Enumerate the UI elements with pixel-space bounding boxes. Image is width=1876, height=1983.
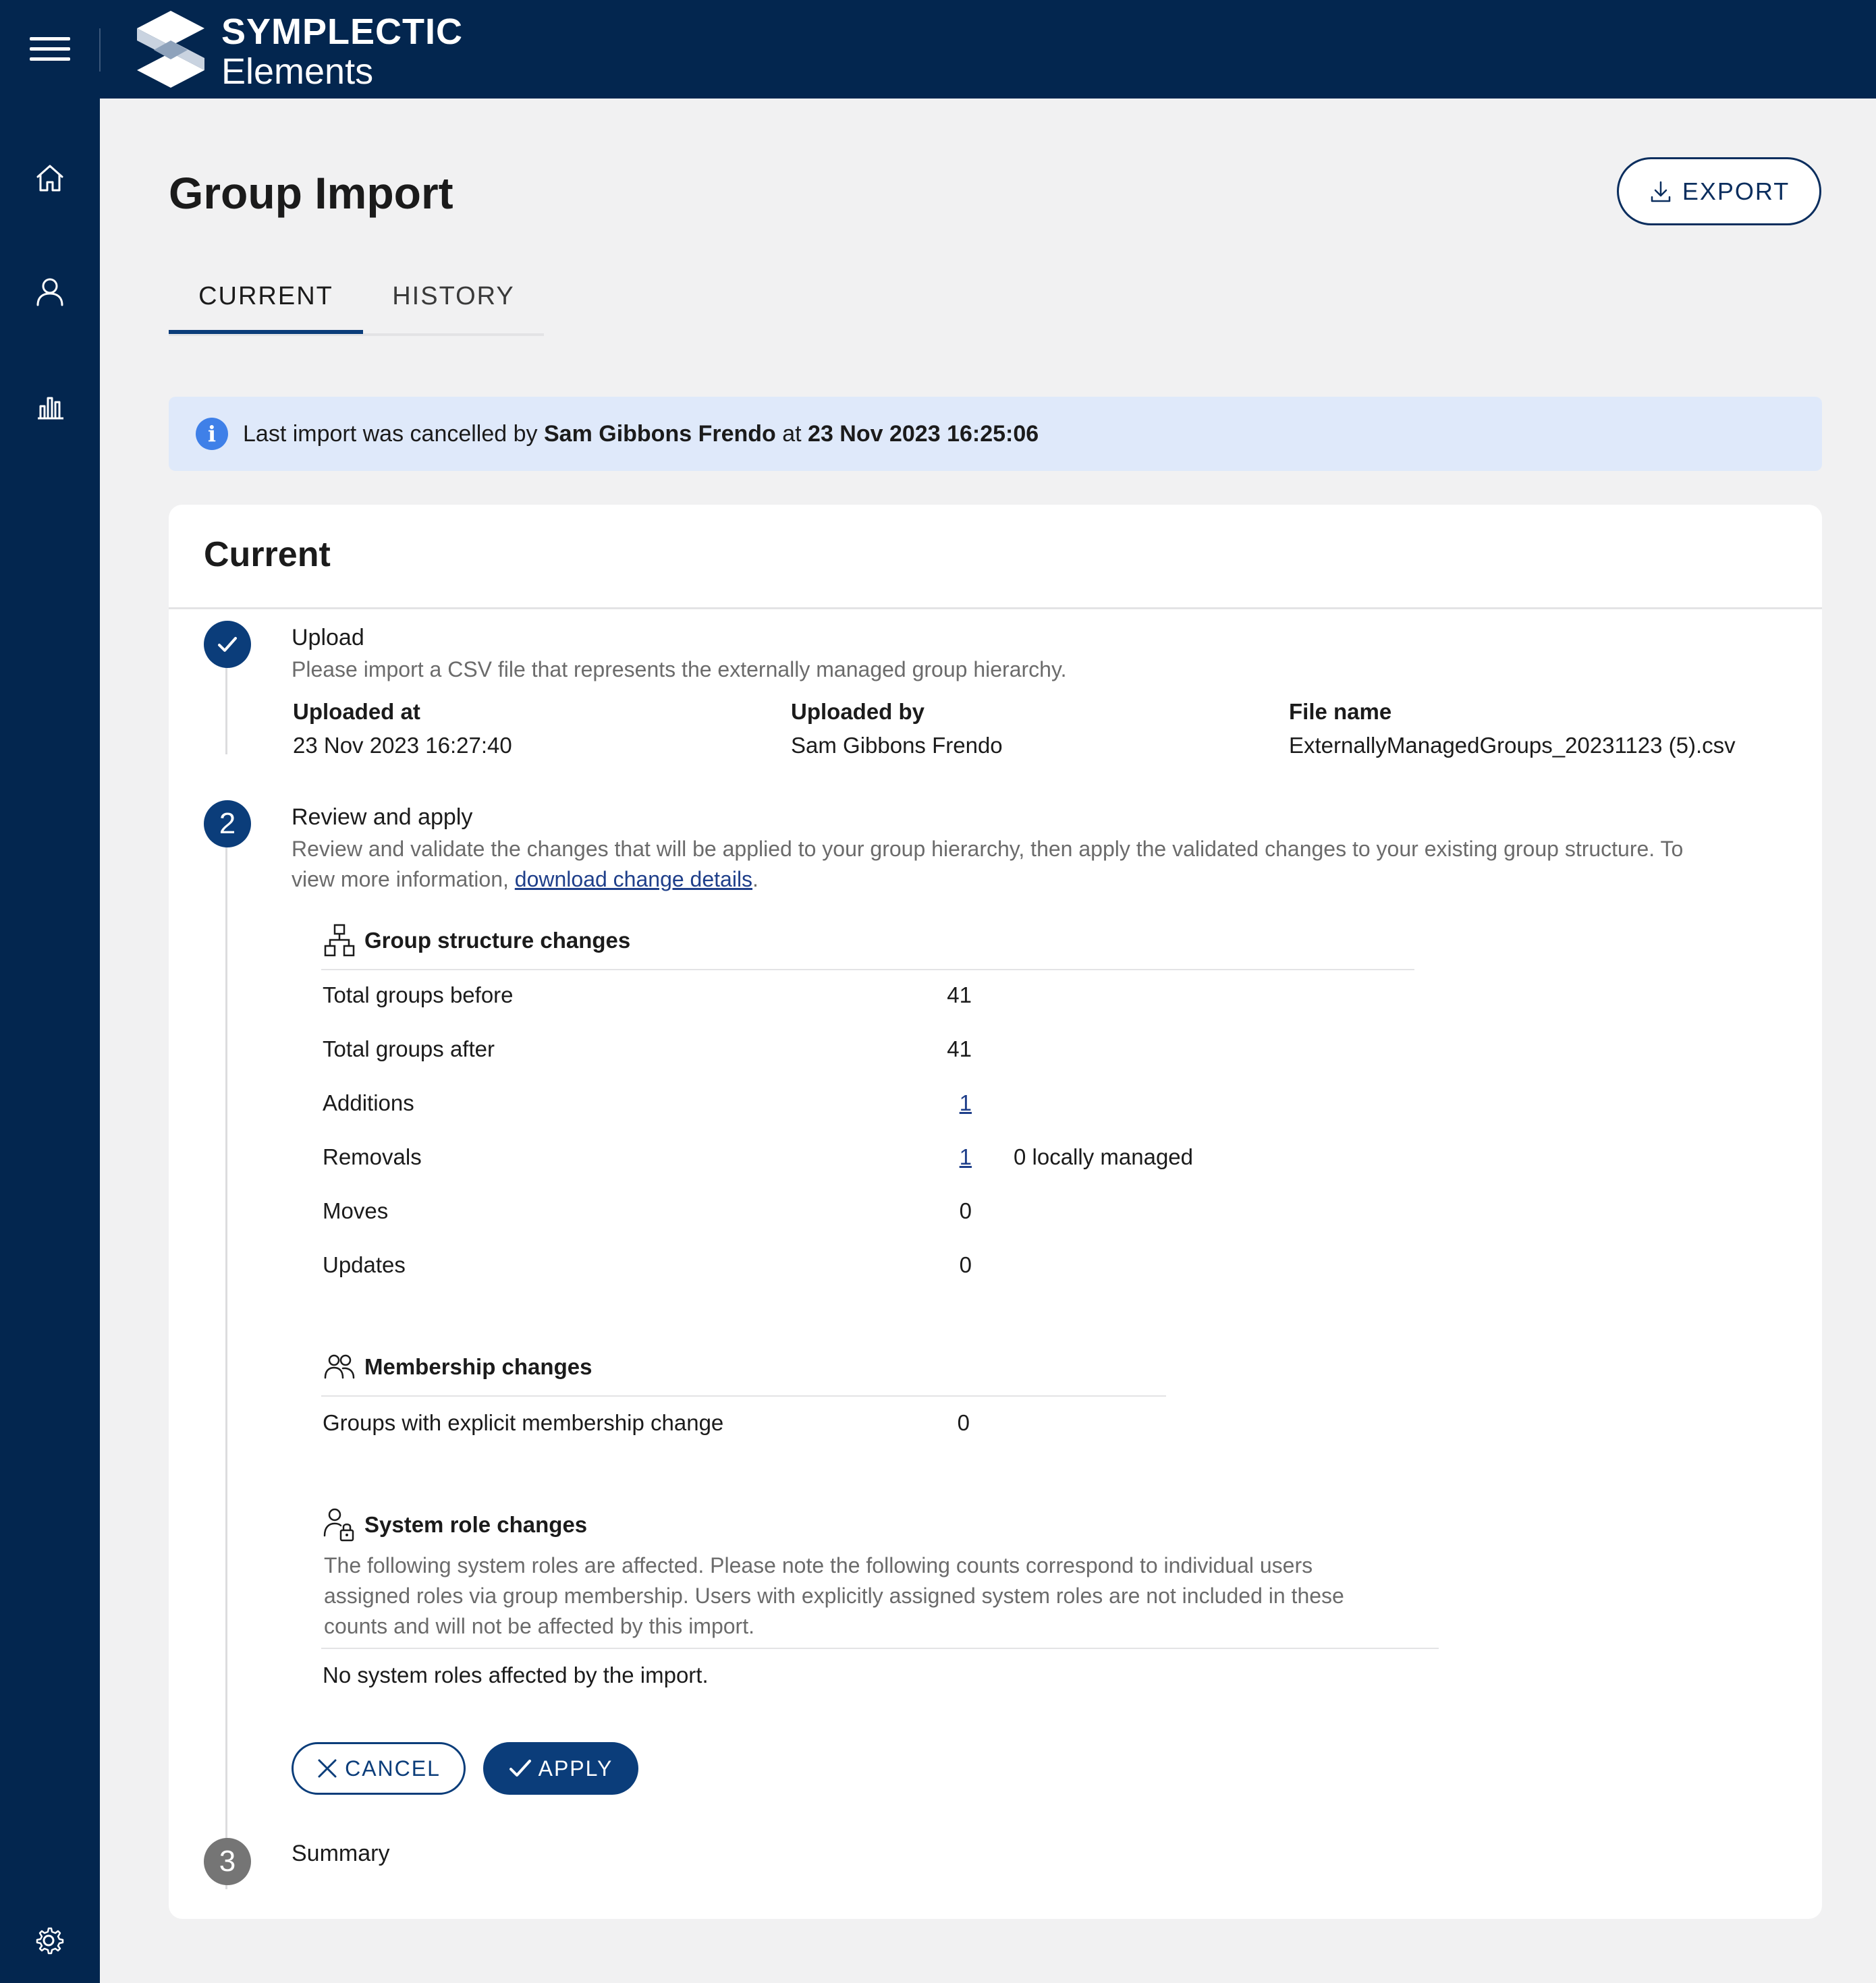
- membership-heading: [323, 1352, 592, 1382]
- export-button[interactable]: [1617, 157, 1821, 225]
- section-divider: [321, 1648, 1439, 1649]
- row-label-removals: Removals: [323, 1144, 422, 1169]
- row-label-moves: Moves: [323, 1198, 389, 1223]
- step-desc-review: [292, 834, 1790, 895]
- checkmark-icon: [509, 1758, 532, 1779]
- group-structure-heading: [323, 923, 630, 958]
- card-divider: [169, 607, 1822, 609]
- top-bar: [0, 0, 1876, 99]
- brand-wordmark: [221, 12, 463, 92]
- additions-link[interactable]: 1: [959, 1090, 972, 1115]
- tab-history[interactable]: HISTORY: [392, 281, 515, 310]
- group-structure-heading-label: Group structure changes: [364, 928, 631, 953]
- download-change-details-link[interactable]: download change details: [514, 867, 753, 891]
- step-desc-review-line2: [292, 864, 1790, 895]
- system-roles-description-line: counts and will not be affected by this import.: [324, 1614, 754, 1638]
- row-note-removals: 0 locally managed: [1014, 1144, 1193, 1169]
- brand-line-1: SYMPLECTIC: [221, 11, 464, 52]
- row-label-total-after: Total groups after: [323, 1036, 495, 1061]
- tab-current[interactable]: CURRENT: [198, 281, 333, 310]
- user-lock-icon: [323, 1506, 356, 1544]
- row-label-membership: Groups with explicit membership change: [323, 1410, 724, 1435]
- info-banner: [169, 397, 1822, 471]
- step-number-3: 3: [204, 1838, 251, 1885]
- uploaded-at-value: 23 Nov 2023 16:27:40: [293, 733, 512, 758]
- uploaded-by-label: Uploaded by: [791, 699, 925, 724]
- bar-chart-icon[interactable]: [30, 386, 70, 426]
- banner-user: Sam Gibbons Frendo: [543, 420, 776, 447]
- menu-icon[interactable]: [30, 37, 70, 61]
- uploaded-at-label: Uploaded at: [293, 699, 420, 724]
- membership-heading-label: Membership changes: [364, 1354, 592, 1379]
- row-label-additions: Additions: [323, 1090, 414, 1115]
- cancel-label: CANCEL: [345, 1756, 441, 1781]
- row-value-total-after: 41: [947, 1036, 972, 1061]
- banner-middle: at: [775, 420, 808, 447]
- row-value-additions: [904, 1090, 972, 1116]
- cancel-button[interactable]: [292, 1742, 466, 1795]
- row-label-total-before: Total groups before: [323, 982, 514, 1007]
- close-icon: [316, 1758, 338, 1779]
- apply-label: APPLY: [538, 1756, 613, 1781]
- users-icon: [323, 1352, 356, 1382]
- side-nav: [0, 99, 100, 1983]
- checkmark-icon: [214, 631, 241, 658]
- download-icon: [1649, 179, 1673, 204]
- step-connector: [225, 665, 227, 754]
- settings-icon[interactable]: [30, 1920, 70, 1961]
- card-title: Current: [204, 535, 331, 574]
- step-connector: [225, 846, 227, 1889]
- removals-link[interactable]: 1: [959, 1144, 972, 1169]
- info-icon: i: [196, 418, 228, 450]
- user-icon[interactable]: [30, 271, 70, 312]
- system-roles-heading: [323, 1506, 587, 1544]
- system-roles-description-line: The following system roles are affected. Please note the following counts correspond to individual users: [324, 1553, 1313, 1577]
- step-complete-icon: [204, 621, 251, 668]
- row-value-updates: 0: [959, 1252, 972, 1277]
- step-title-summary: Summary: [292, 1841, 390, 1866]
- section-divider: [321, 969, 1414, 970]
- tab-bar: [169, 256, 544, 336]
- banner-prefix: Last import was cancelled by: [243, 420, 544, 447]
- system-roles-heading-label: System role changes: [364, 1512, 588, 1537]
- step-number-2: 2: [204, 800, 251, 847]
- step-title-upload: Upload: [292, 625, 364, 650]
- row-value-moves: 0: [959, 1198, 972, 1223]
- current-import-card: [169, 505, 1822, 1919]
- step-desc-upload: Please import a CSV file that represents the externally managed group hierarchy.: [292, 657, 1067, 681]
- row-label-updates: Updates: [323, 1252, 406, 1277]
- file-name-value: ExternallyManagedGroups_20231123 (5).csv: [1289, 733, 1736, 758]
- brand-line-2: Elements: [221, 51, 374, 92]
- symplectic-logo-icon: [134, 9, 208, 89]
- hierarchy-icon: [323, 923, 356, 958]
- active-tab-indicator: [169, 330, 363, 334]
- home-icon[interactable]: [30, 158, 70, 198]
- banner-timestamp: 23 Nov 2023 16:25:06: [808, 420, 1039, 447]
- step-title-review: Review and apply: [292, 804, 473, 830]
- step-desc-review-suffix: .: [752, 867, 758, 891]
- apply-button[interactable]: [483, 1742, 638, 1795]
- step-desc-review-prefix: view more information,: [292, 867, 515, 891]
- system-roles-description: [324, 1551, 1444, 1642]
- system-roles-description-line: assigned roles via group membership. Users with explicitly assigned system roles are not included in these: [324, 1584, 1344, 1608]
- section-divider: [321, 1395, 1166, 1397]
- file-name-label: File name: [1289, 699, 1392, 724]
- row-value-membership: 0: [957, 1410, 970, 1435]
- export-label: EXPORT: [1682, 177, 1790, 205]
- row-value-total-before: 41: [947, 982, 972, 1007]
- top-bar-divider: [99, 28, 101, 72]
- row-value-removals: [904, 1144, 972, 1170]
- system-roles-empty-message: No system roles affected by the import.: [323, 1663, 709, 1687]
- step-desc-review-line1: Review and validate the changes that will be applied to your group hierarchy, then apply the validated changes to your existing group structure. To: [292, 837, 1684, 861]
- page-title: Group Import: [169, 168, 453, 218]
- uploaded-by-value: Sam Gibbons Frendo: [791, 733, 1003, 758]
